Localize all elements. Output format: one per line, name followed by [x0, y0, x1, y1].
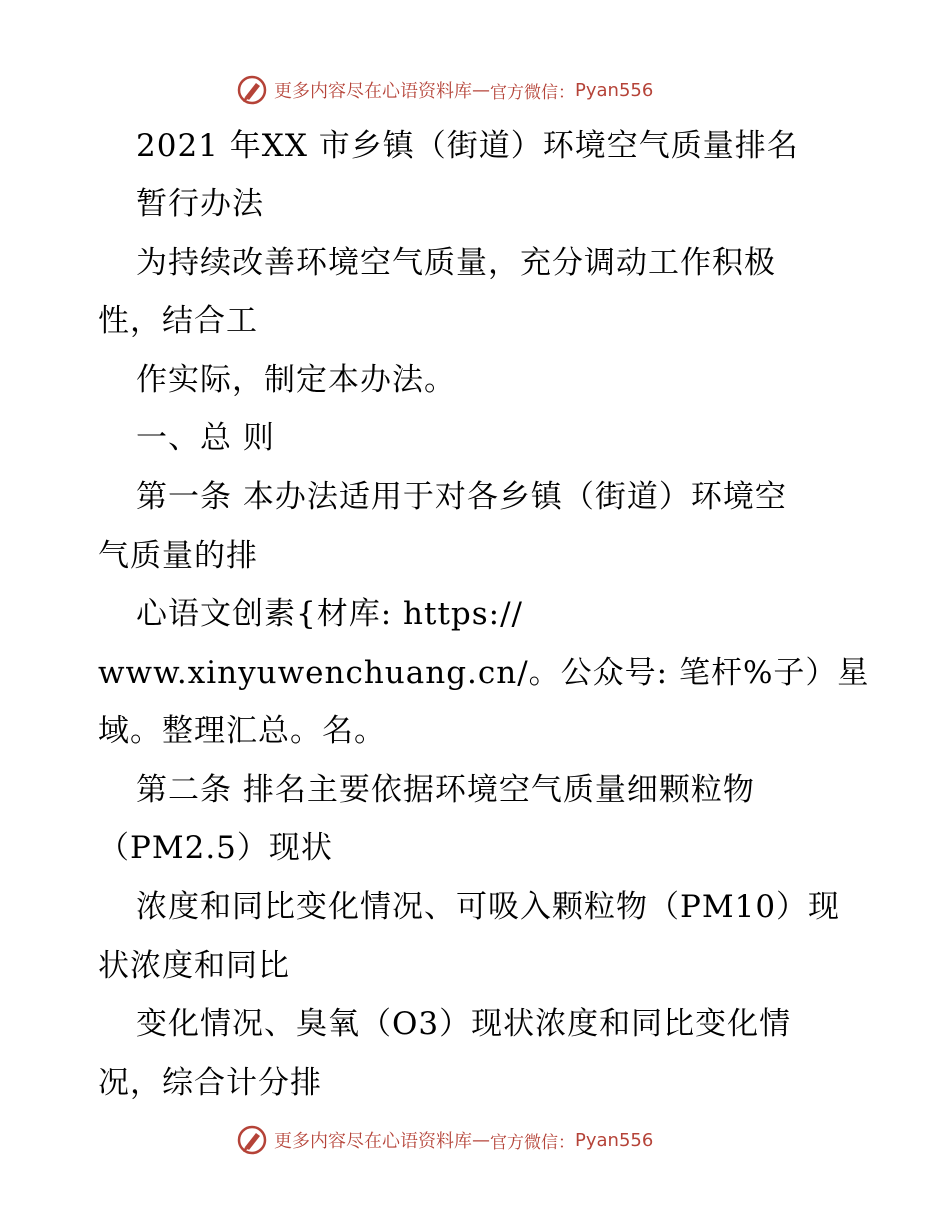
footer-wechat-label: 官方微信： — [490, 1132, 575, 1153]
doc-title-line-1: 2021 年XX 市乡镇（街道）环境空气质量排名 — [136, 128, 799, 164]
doc-article-line: （PM2.5）现状 — [98, 830, 333, 866]
footer-banner — [236, 1124, 653, 1156]
doc-paragraph-line: 域。整理汇总。名。 — [98, 713, 386, 749]
doc-article-line: 浓度和同比变化情况、可吸入颗粒物（PM10）现 — [136, 889, 841, 925]
doc-article-line: 况，综合计分排 — [98, 1065, 322, 1101]
doc-article-line: 状浓度和同比 — [98, 948, 290, 984]
header-wechat-label: 官方微信： — [490, 82, 575, 103]
header-dash: — — [472, 79, 490, 101]
doc-article-line: 变化情况、臭氧（O3）现状浓度和同比变化情 — [136, 1006, 792, 1042]
footer-dash: — — [472, 1129, 490, 1151]
doc-section-heading: 一、总 则 — [136, 420, 275, 456]
doc-paragraph-line: 性，结合工 — [98, 303, 258, 339]
doc-paragraph-line: 为持续改善环境空气质量，充分调动工作积极 — [136, 245, 776, 281]
header-banner — [236, 74, 653, 106]
header-wechat-id: Pyan556 — [575, 79, 654, 101]
doc-article-line: 第二条 排名主要依据环境空气质量细颗粒物 — [136, 772, 755, 808]
footer-promo-text: 更多内容尽在心语资料库 — [274, 1131, 472, 1152]
doc-title-line-2: 暂行办法 — [136, 186, 264, 222]
footer-wechat-id: Pyan556 — [575, 1129, 654, 1151]
doc-paragraph-line: 心语文创素{材库: https:// — [136, 596, 523, 632]
doc-article-line: 第一条 本办法适用于对各乡镇（街道）环境空 — [136, 479, 787, 515]
pen-logo-icon — [236, 1124, 268, 1156]
doc-paragraph-line: 作实际，制定本办法。 — [136, 362, 456, 398]
header-promo-text: 更多内容尽在心语资料库 — [274, 81, 472, 102]
doc-paragraph-line: www.xinyuwenchuang.cn/。公众号: 笔杆%子）星 — [98, 655, 870, 691]
doc-article-line: 气质量的排 — [98, 538, 258, 574]
pen-logo-icon — [236, 74, 268, 106]
